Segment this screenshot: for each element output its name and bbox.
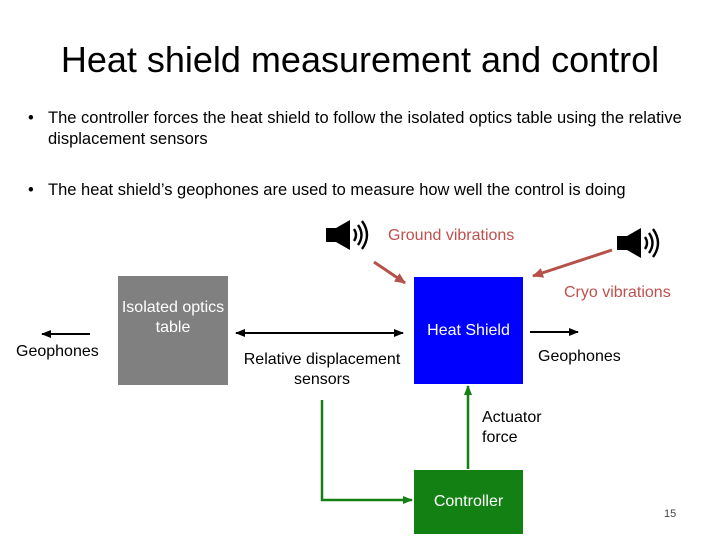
page-number: 15 [664,508,677,520]
sensor-to-controller-line [322,400,412,500]
geophones-right-label: Geophones [538,348,621,365]
cryo-vibration-arrow [533,250,612,276]
optics-table-label: Isolated optics table [121,299,225,336]
slide-title: Heat shield measurement and control [60,39,660,80]
speaker-icon [617,228,658,258]
bullet-glyph: • [28,109,34,127]
bullet-text: The heat shield’s geophones are used to measure how well the control is doing [48,181,626,199]
speaker-icon [326,220,367,250]
actuator-force-label: Actuator force [482,409,542,446]
ground-vibration-arrow [374,262,405,283]
cryo-vibrations-label: Cryo vibrations [564,284,671,301]
controller-label: Controller [433,493,504,510]
heat-shield-label: Heat Shield [427,322,510,339]
ground-vibrations-label: Ground vibrations [388,227,515,244]
relative-sensors-label: Relative displacement sensors [243,351,401,388]
bullet-text: The controller forces the heat shield to follow the isolated optics table using the relative displacement sensors [48,109,682,148]
bullet-glyph: • [28,181,34,199]
geophones-left-label: Geophones [16,343,99,360]
